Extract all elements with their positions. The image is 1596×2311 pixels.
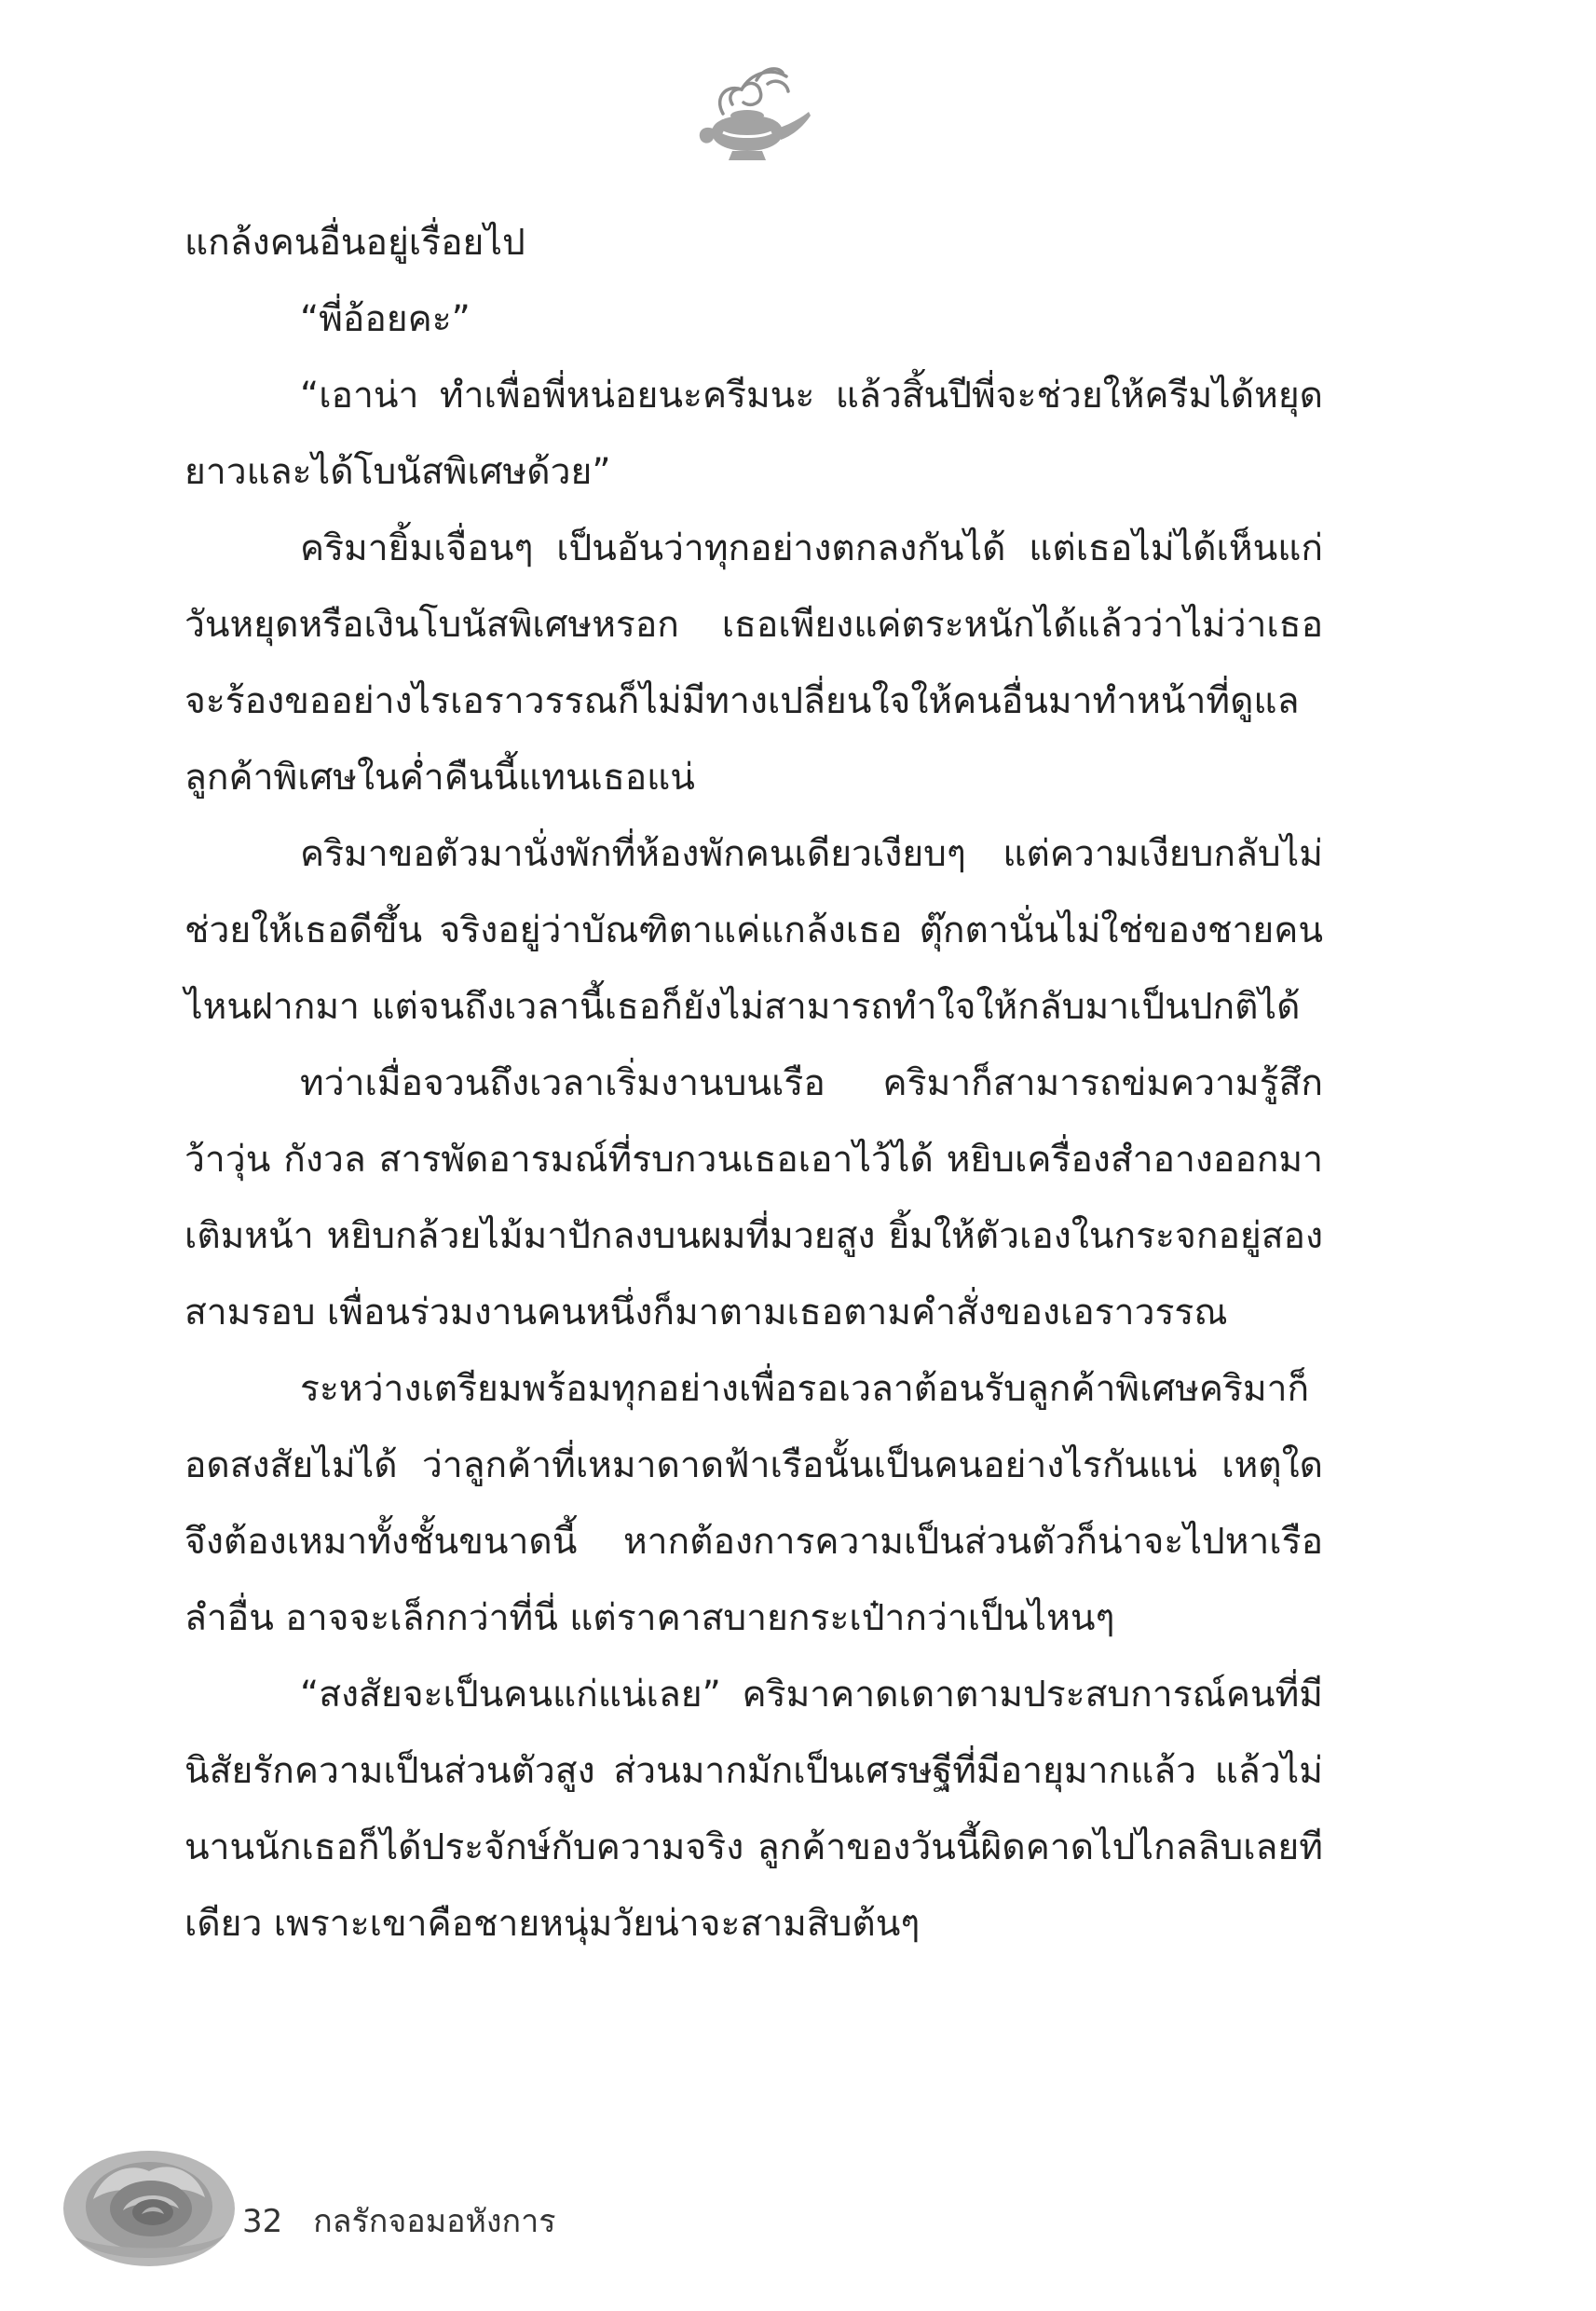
- page-footer: [56, 2134, 708, 2274]
- paragraph: ทว่าเมื่อจวนถึงเวลาเริ่มงานบนเรือ คริมาก็สามารถข่มความรู้สึกว้าวุ่น กังวล สารพัดอารมณ์ที่รบกวนเธอเอาไว้ได้ หยิบเครื่องสำอางออกมาเติมหน้า หยิบกล้วยไม้มาปักลงบนผมที่มวยสูง ยิ้มให้ตัวเองในกระจกอยู่สองสามรอบ เพื่อนร่วมงานคนหนึ่งก็มาตามเธอตามคำสั่งของเอราวรรณ: [184, 1062, 1323, 1333]
- paragraph: “พี่อ้อยคะ”: [300, 298, 471, 340]
- paragraph: คริมายิ้มเจื่อนๆ เป็นอันว่าทุกอย่างตกลงกันได้ แต่เธอไม่ได้เห็นแก่วันหยุดหรือเงินโบนัสพิเศษหรอก เธอเพียงแค่ตระหนักได้แล้วว่าไม่ว่าเธอจะร้องขออย่างไรเอราวรรณก็ไม่มีทางเปลี่ยนใจให้คนอื่นมาทำหน้าที่ดูแลลูกค้าพิเศษในค่ำคืนนี้แทนเธอแน่: [184, 527, 1323, 799]
- paragraph: “เอาน่า ทำเพื่อพี่หน่อยนะครีมนะ แล้วสิ้นปีพี่จะช่วยให้ครีมได้หยุดยาวและได้โบนัสพิเศษด้วย”: [184, 375, 1323, 493]
- genie-lamp-icon: [686, 60, 816, 171]
- paragraph: แกล้งคนอื่นอยู่เรื่อยไป: [184, 222, 525, 264]
- paragraph: “สงสัยจะเป็นคนแก่แน่เลย” คริมาคาดเดาตามประสบการณ์คนที่มีนิสัยรักความเป็นส่วนตัวสูง ส่วนมากมักเป็นเศรษฐีที่มีอายุมากแล้ว แล้วไม่นานนักเธอก็ได้ประจักษ์กับความจริง ลูกค้าของวันนี้ผิดคาดไปไกลลิบเลยทีเดียว เพราะเขาคือชายหนุ่มวัยน่าจะสามสิบต้นๆ: [184, 1674, 1323, 1945]
- folio: [242, 2195, 555, 2246]
- paragraph: คริมาขอตัวมานั่งพักที่ห้องพักคนเดียวเงียบๆ แต่ความเงียบกลับไม่ช่วยให้เธอดีขึ้น จริงอยู่ว่าบัณฑิตาแค่แกล้งเธอ ตุ๊กตานั่นไม่ใช่ของชายคนไหนฝากมา แต่จนถึงเวลานี้เธอก็ยังไม่สามารถทำใจให้กลับมาเป็นปกติได้: [184, 833, 1323, 1028]
- body-text: [184, 205, 1323, 1962]
- rose-icon: [56, 2134, 242, 2274]
- book-title: กลรักจอมอหังการ: [313, 2203, 556, 2240]
- paragraph: ระหว่างเตรียมพร้อมทุกอย่างเพื่อรอเวลาต้อนรับลูกค้าพิเศษคริมาก็อดสงสัยไม่ได้ ว่าลูกค้าที่เหมาดาดฟ้าเรือนั้นเป็นคนอย่างไรกันแน่ เหตุใดจึงต้องเหมาทั้งชั้นขนาดนี้ หากต้องการความเป็นส่วนตัวก็น่าจะไปหาเรือลำอื่น อาจจะเล็กกว่าที่นี่ แต่ราคาสบายกระเป๋ากว่าเป็นไหนๆ: [184, 1368, 1323, 1639]
- page-number: 32: [242, 2203, 283, 2240]
